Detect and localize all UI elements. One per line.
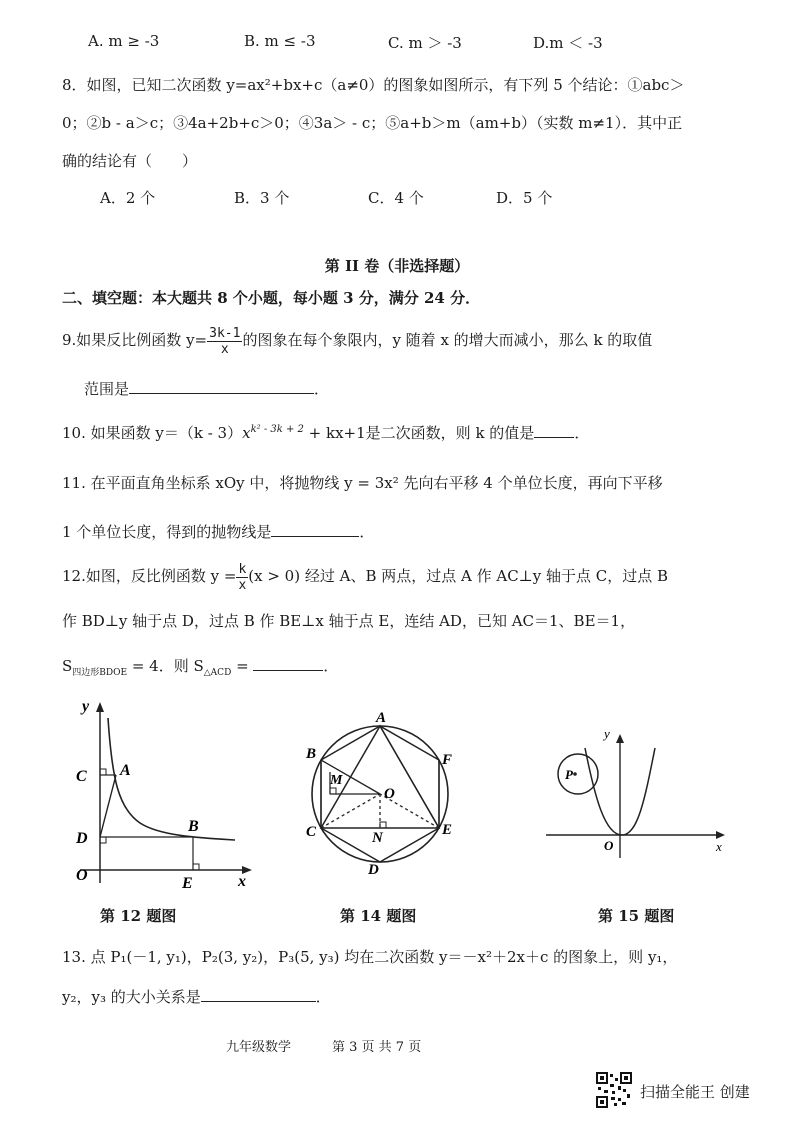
- fig12-hyperbola: [108, 718, 235, 840]
- q12-line2: 作 BD⊥y 轴于点 D，过点 B 作 BE⊥x 轴于点 E，连结 AD，已知 AC＝1、BE＝1，: [62, 612, 636, 630]
- fig14-label-c: C: [306, 824, 317, 840]
- footer-subject: 九年级数学: [226, 1040, 292, 1055]
- fig15-label-p: P: [565, 767, 573, 782]
- q9-answer-blank[interactable]: [129, 379, 314, 394]
- fig12-label-x: x: [238, 873, 246, 890]
- fig12-label-b: B: [188, 818, 199, 835]
- figure-14: [300, 712, 470, 892]
- fig12-label-y: y: [82, 698, 90, 715]
- q8-option-b: B．3 个: [234, 189, 290, 207]
- fig14-label-e: E: [442, 822, 453, 838]
- fig14-label-f: F: [442, 752, 453, 768]
- fig14-label-b: B: [306, 746, 317, 762]
- scanner-watermark: 扫描全能王 创建: [640, 1083, 750, 1101]
- section2-header: 二、填空题：本大题共 8 个小题，每小题 3 分，满分 24 分．: [62, 289, 481, 307]
- q7-option-d: D.m ＜ -3: [533, 34, 603, 52]
- q11-line1: 11. 在平面直角坐标系 xOy 中，将抛物线 y = 3x² 先向右平移 4 个单位长度，再向下平移: [62, 474, 663, 492]
- q8-line2: 0；②b - a＞c；③4a+2b+c＞0；④3a＞ - c；⑤a+b＞m（am+b）（实数 m≠1）．其中正: [62, 114, 683, 132]
- fig12-label-o: O: [76, 867, 88, 884]
- q10-answer-blank[interactable]: [534, 423, 574, 438]
- q11-answer-blank[interactable]: [271, 522, 359, 537]
- q7-option-c: C. m ＞ -3: [388, 34, 462, 52]
- q12-answer-blank[interactable]: [253, 656, 323, 671]
- q9-line2: 范围是 ．: [84, 380, 330, 398]
- fig14-caption: 第 14 题图: [340, 907, 417, 925]
- footer-page: 第 3 页 共 7 页: [332, 1040, 422, 1055]
- q7-option-a: A. m ≥ -3: [88, 32, 160, 50]
- fig14-label-o: O: [384, 786, 395, 802]
- q8-option-d: D．5 个: [496, 189, 553, 207]
- fig12-caption: 第 12 题图: [100, 907, 177, 925]
- qr-code-icon: [596, 1072, 632, 1108]
- fig14-label-m: M: [330, 773, 343, 788]
- q13-line1: 13. 点 P₁(－1, y₁)，P₂(3, y₂)，P₃(5, y₃) 均在二次函数 y＝－x²＋2x＋c 的图象上，则 y₁，: [62, 948, 678, 966]
- fig15-label-y: y: [604, 728, 610, 741]
- q9-line1: 9.如果反比例函数 y= $\frac{3k-1}{x}$ 的图象在每个象限内，y 随着 x 的增大而减小，那么 k 的取值: [62, 325, 653, 357]
- q9-fraction: $\frac{3k-1}{x}$: [209, 325, 241, 357]
- section-title: 第 II 卷（非选择题）: [324, 257, 470, 275]
- fig14-label-a: A: [376, 712, 387, 726]
- q7-option-b: B. m ≤ -3: [244, 32, 316, 50]
- q8-option-c: C．4 个: [368, 189, 424, 207]
- fig12-label-a: A: [120, 762, 131, 779]
- q12-line1: 12.如图，反比例函数 y = $\frac{k}{x}$ (x > 0) 经过 A、B 两点，过点 A 作 AC⊥y 轴于点 C，过点 B: [62, 561, 669, 593]
- fig12-label-d: D: [76, 830, 88, 847]
- q12-line3: $S_{四边形BDOE} = 4$．则 $S_{\triangle ACD}$ = ．: [62, 657, 339, 678]
- q8-option-a: A．2 个: [100, 189, 156, 207]
- fig12-label-e: E: [182, 875, 193, 892]
- q12-fraction: $\frac{k}{x}$: [238, 561, 247, 593]
- fig15-caption: 第 15 题图: [598, 907, 675, 925]
- q13-line2: y₂，y₃ 的大小关系是 ．: [62, 988, 331, 1006]
- fig14-label-d: D: [368, 862, 379, 878]
- figure-12: [60, 698, 260, 898]
- q8-line3: 确的结论有（ ）: [62, 152, 198, 170]
- fig15-circle-p: [558, 754, 598, 794]
- figure-15: [540, 728, 740, 868]
- q10-line: 10. 如果函数 $y=(k - 3)x^{k^2 - 3k + 2} + kx+1$是二次函数，则 k 的值是 ．: [62, 424, 590, 442]
- q8-line1: 8．如图，已知二次函数 y=ax²+bx+c（a≠0）的图象如图所示，有下列 5 个结论：①abc＞: [62, 76, 685, 94]
- fig12-label-c: C: [76, 768, 87, 785]
- fig15-label-o: O: [604, 838, 614, 853]
- q13-answer-blank[interactable]: [201, 987, 316, 1002]
- fig14-label-n: N: [372, 830, 383, 846]
- q11-line2: 1 个单位长度，得到的抛物线是 ．: [62, 523, 375, 541]
- fig15-label-x: x: [716, 839, 722, 854]
